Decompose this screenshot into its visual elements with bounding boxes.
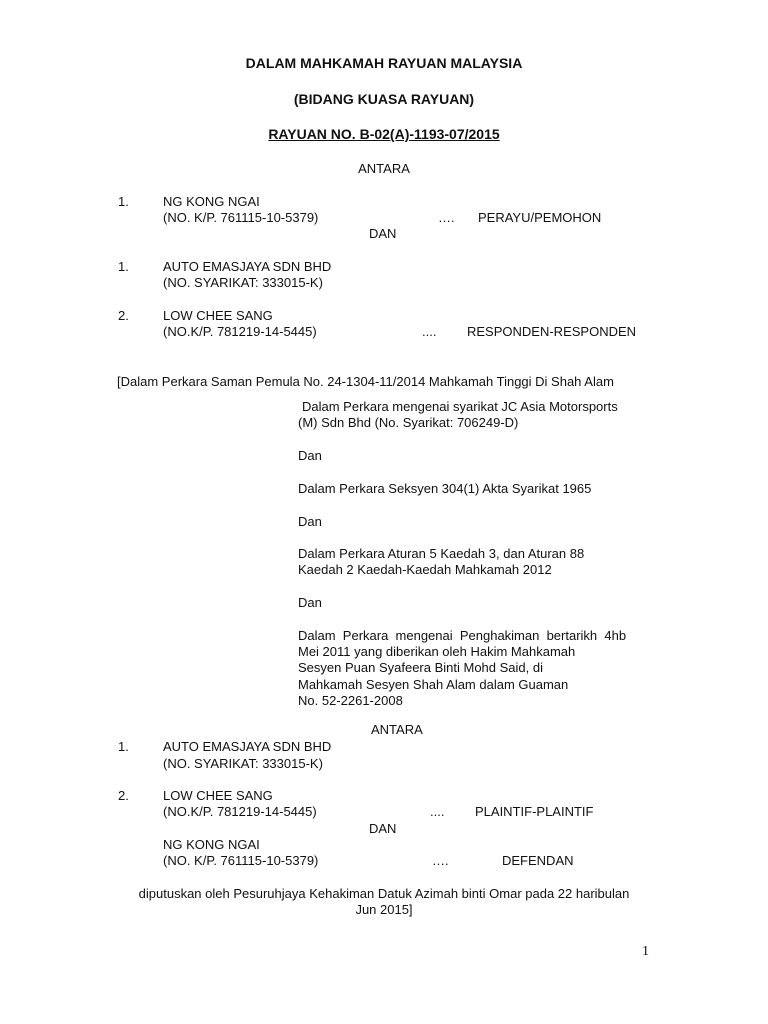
matter-2: Dalam Perkara Seksyen 304(1) Akta Syarikat 1965 bbox=[298, 481, 592, 496]
dan-1: Dan bbox=[298, 448, 322, 463]
respondent-2-number: 2. bbox=[118, 308, 129, 323]
page-number: 1 bbox=[642, 944, 649, 959]
matter-intro: [Dalam Perkara Saman Pemula No. 24-1304-11/2014 Mahkamah Tinggi Di Shah Alam bbox=[117, 374, 614, 389]
appellant-name: NG KONG NGAI bbox=[163, 194, 260, 209]
defendant-id: (NO. K/P. 761115-10-5379) bbox=[163, 853, 319, 868]
matter-3-line-1: Dalam Perkara Aturan 5 Kaedah 3, dan Aturan 88 bbox=[298, 546, 585, 561]
decision-line-1: diputuskan oleh Pesuruhjaya Kehakiman Datuk Azimah binti Omar pada 22 haribulan bbox=[138, 886, 630, 901]
respondent-1-id: (NO. SYARIKAT: 333015-K) bbox=[163, 275, 323, 290]
plaintiff-2-number: 2. bbox=[118, 788, 129, 803]
matter-4-line-2: Mei 2011 yang diberikan oleh Hakim Mahkamah bbox=[298, 644, 576, 659]
respondent-2-dots: .... bbox=[422, 324, 437, 339]
respondent-2-id: (NO.K/P. 781219-14-5445) bbox=[163, 324, 317, 339]
plaintiff-1-id: (NO. SYARIKAT: 333015-K) bbox=[163, 756, 323, 771]
matter-4-line-4: Mahkamah Sesyen Shah Alam dalam Guaman bbox=[298, 677, 569, 692]
defendant-name: NG KONG NGAI bbox=[163, 837, 260, 852]
matter-3-line-2: Kaedah 2 Kaedah-Kaedah Mahkamah 2012 bbox=[298, 562, 552, 577]
appeal-number: RAYUAN NO. B-02(A)-1193-07/2015 bbox=[268, 126, 500, 142]
matter-4-line-1: Dalam Perkara mengenai Penghakiman bertarikh 4hb bbox=[298, 628, 627, 643]
dan-2: Dan bbox=[298, 514, 322, 529]
respondent-1-number: 1. bbox=[118, 259, 129, 274]
matter-1-line-1: Dalam Perkara mengenai syarikat JC Asia Motorsports bbox=[302, 399, 618, 414]
defendant-dots: …. bbox=[432, 853, 449, 868]
court-title: DALAM MAHKAMAH RAYUAN MALAYSIA bbox=[245, 55, 523, 71]
appellant-role: PERAYU/PEMOHON bbox=[478, 210, 602, 225]
plaintiff-1-name: AUTO EMASJAYA SDN BHD bbox=[163, 739, 332, 754]
between-heading-1: ANTARA bbox=[358, 161, 410, 176]
plaintiff-2-dots: .... bbox=[430, 804, 445, 819]
respondent-1-name: AUTO EMASJAYA SDN BHD bbox=[163, 259, 332, 274]
and-separator-2: DAN bbox=[369, 821, 397, 836]
matter-4-line-5: No. 52-2261-2008 bbox=[298, 693, 403, 708]
plaintiff-2-role: PLAINTIF-PLAINTIF bbox=[475, 804, 594, 819]
matter-4-line-3: Sesyen Puan Syafeera Binti Mohd Said, di bbox=[298, 660, 543, 675]
dan-3: Dan bbox=[298, 595, 322, 610]
matter-1-line-2: (M) Sdn Bhd (No. Syarikat: 706249-D) bbox=[298, 415, 519, 430]
appellant-id: (NO. K/P. 761115-10-5379) bbox=[163, 210, 319, 225]
jurisdiction-title: (BIDANG KUASA RAYUAN) bbox=[293, 91, 475, 107]
decision-line-2: Jun 2015] bbox=[355, 902, 413, 917]
respondent-2-role: RESPONDEN-RESPONDEN bbox=[467, 324, 637, 339]
appellant-dots: …. bbox=[438, 210, 455, 225]
and-separator-1: DAN bbox=[369, 226, 397, 241]
plaintiff-2-id: (NO.K/P. 781219-14-5445) bbox=[163, 804, 317, 819]
respondent-2-name: LOW CHEE SANG bbox=[163, 308, 273, 323]
appellant-number: 1. bbox=[118, 194, 129, 209]
between-heading-2: ANTARA bbox=[371, 722, 423, 737]
defendant-role: DEFENDAN bbox=[502, 853, 574, 868]
plaintiff-2-name: LOW CHEE SANG bbox=[163, 788, 273, 803]
plaintiff-1-number: 1. bbox=[118, 739, 129, 754]
